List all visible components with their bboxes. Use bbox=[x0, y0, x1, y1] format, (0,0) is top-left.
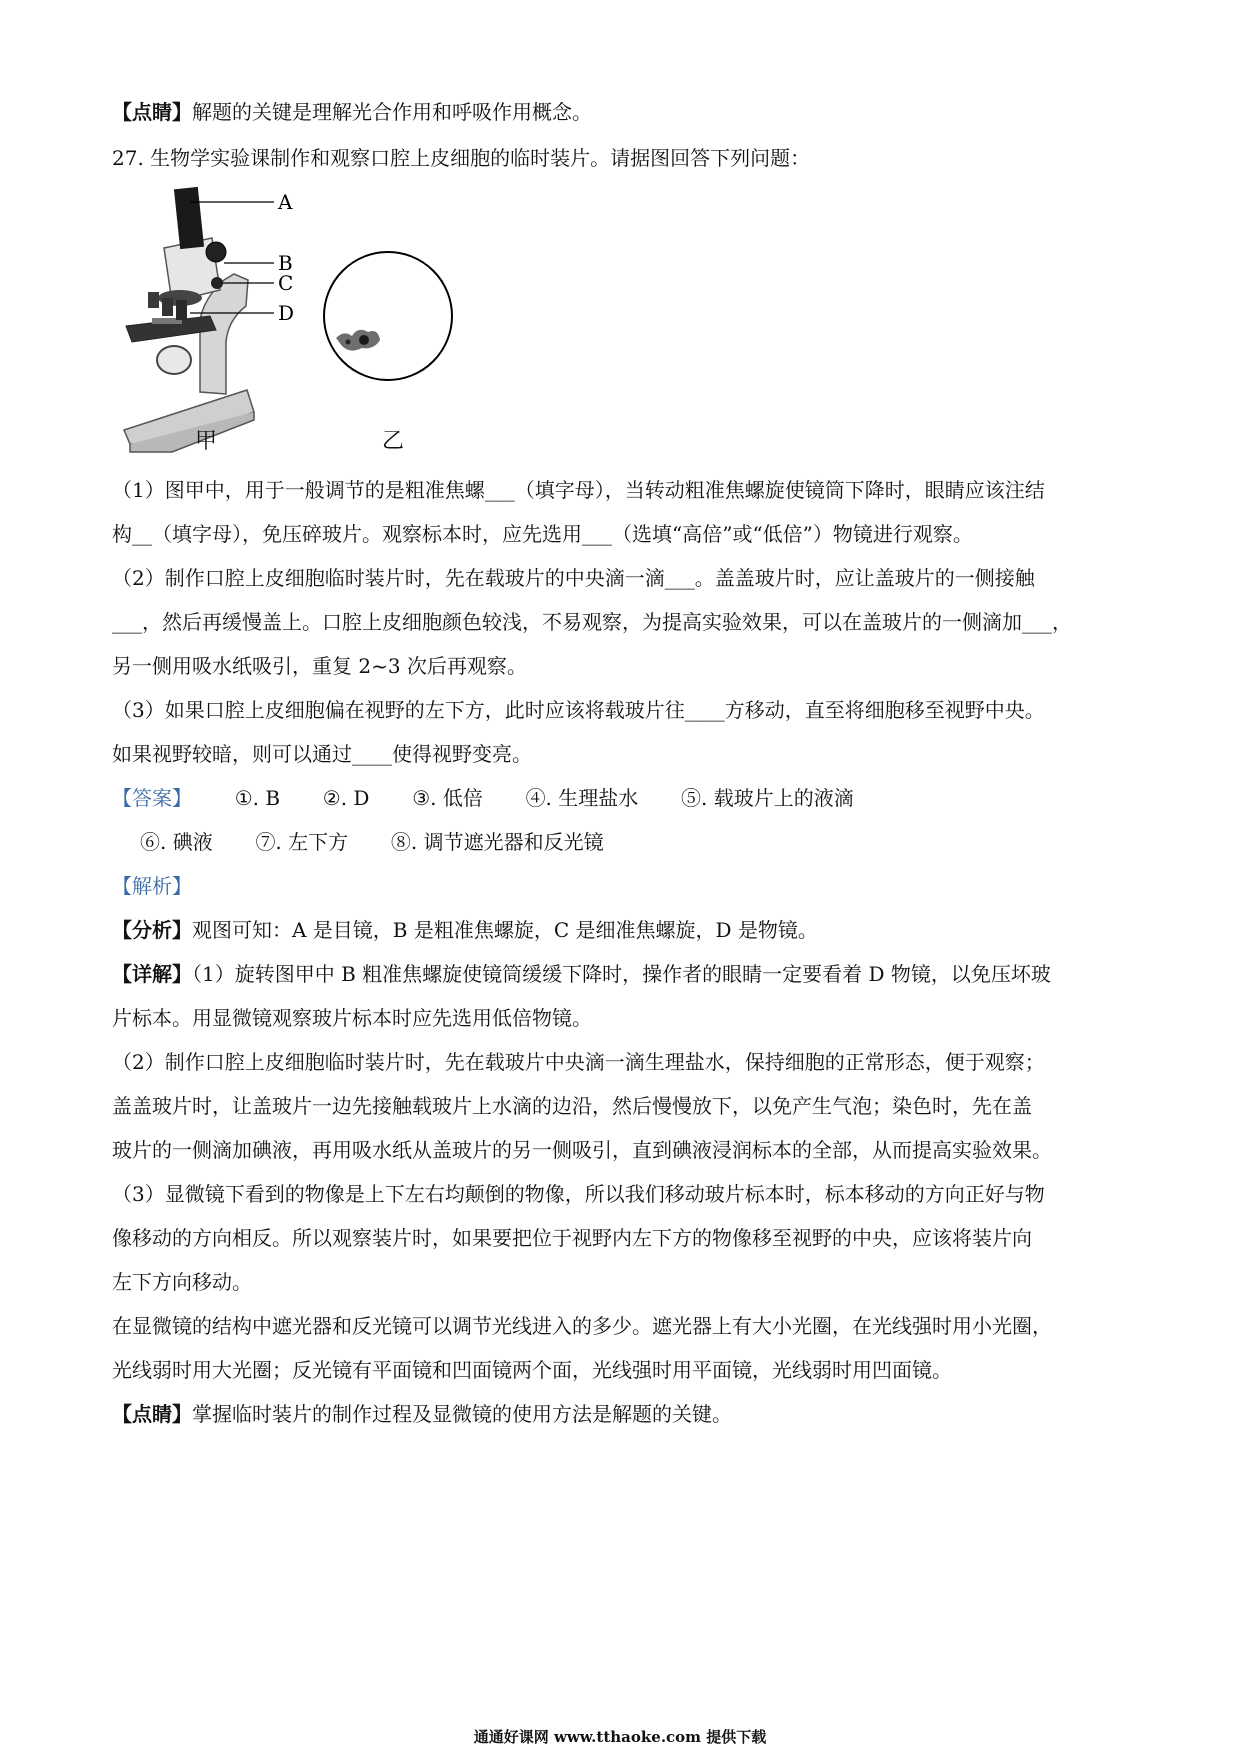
answer-item: ④. 生理盐水 bbox=[525, 786, 639, 810]
q3-line2: 如果视野较暗，则可以通过____使得视野变亮。 bbox=[112, 742, 532, 766]
xiangjie-line6: （3）显微镜下看到的物像是上下左右均颠倒的物像，所以我们移动玻片标本时，标本移动的方向正好与物 bbox=[112, 1182, 1045, 1206]
objective-lens bbox=[162, 298, 173, 316]
xiangjie-line8: 左下方向移动。 bbox=[112, 1270, 252, 1294]
answer-row-2 bbox=[140, 826, 604, 855]
xiangjie-line9: 在显微镜的结构中遮光器和反光镜可以调节光线进入的多少。遮光器上有大小光圈，在光线强时用小光圈， bbox=[112, 1314, 1052, 1338]
answer-tag: 【答案】 bbox=[112, 786, 192, 810]
dianjing-bottom-text: 掌握临时装片的制作过程及显微镜的使用方法是解题的关键。 bbox=[192, 1402, 732, 1426]
fine-focus-knob bbox=[211, 277, 223, 289]
xiangjie-line2: 片标本。用显微镜观察玻片标本时应先选用低倍物镜。 bbox=[112, 1006, 592, 1030]
coarse-focus-knob bbox=[206, 242, 226, 262]
xiangjie-line7: 像移动的方向相反。所以观察装片时，如果要把位于视野内左下方的物像移至视野的中央，应该将装片向 bbox=[112, 1226, 1032, 1250]
answer-row-1 bbox=[112, 782, 854, 811]
fenxi-text: 观图可知：A 是目镜，B 是粗准焦螺旋，C 是细准焦螺旋，D 是物镜。 bbox=[192, 918, 818, 942]
caption-yi: 乙 bbox=[382, 429, 405, 454]
answer-item: ⑦. 左下方 bbox=[255, 830, 349, 854]
fenxi-tag: 【分析】 bbox=[112, 918, 192, 942]
question-27-title: 27. 生物学实验课制作和观察口腔上皮细胞的临时装片。请据图回答下列问题： bbox=[112, 146, 811, 170]
xiangjie-line5: 玻片的一侧滴加碘液，再用吸水纸从盖玻片的另一侧吸引，直到碘液浸润标本的全部，从而提高实验效果。 bbox=[112, 1138, 1052, 1162]
xiangjie-line1 bbox=[112, 958, 1051, 987]
q1-line1: （1）图甲中，用于一般调节的是粗准焦螺___（填字母），当转动粗准焦螺旋使镜筒下降时，眼睛应该注结 bbox=[112, 478, 1045, 502]
answer-item: ③. 低倍 bbox=[412, 786, 483, 810]
caption-jia: 甲 bbox=[195, 429, 218, 454]
xiangjie-tag: 【详解】 bbox=[112, 962, 192, 986]
answer-item: ②. D bbox=[322, 786, 370, 810]
xiangjie-line3: （2）制作口腔上皮细胞临时装片时，先在载玻片中央滴一滴生理盐水，保持细胞的正常形态，便于观察； bbox=[112, 1050, 1045, 1074]
answer-item: ⑤. 载玻片上的液滴 bbox=[681, 786, 854, 810]
analysis-tag: 【解析】 bbox=[112, 874, 192, 898]
page-footer: 通通好课网 www.tthaoke.com 提供下载 bbox=[473, 1728, 767, 1746]
dianjing-top bbox=[112, 96, 592, 125]
answer-item: ⑧. 调节遮光器和反光镜 bbox=[390, 830, 604, 854]
fenxi-line bbox=[112, 914, 818, 943]
label-c: C bbox=[278, 271, 294, 295]
answer-item: ⑥. 碘液 bbox=[140, 830, 213, 854]
dianjing-top-tag: 【点睛】 bbox=[112, 100, 192, 124]
label-d: D bbox=[278, 301, 295, 325]
dianjing-bottom bbox=[112, 1398, 732, 1427]
field-of-view bbox=[324, 252, 452, 380]
q2-line3: 另一侧用吸水纸吸引，重复 2~3 次后再观察。 bbox=[112, 654, 527, 678]
microscope-figure bbox=[112, 180, 532, 470]
dianjing-bottom-tag: 【点睛】 bbox=[112, 1402, 192, 1426]
xiangjie-line4: 盖盖玻片时，让盖玻片一边先接触载玻片上水滴的边沿，然后慢慢放下，以免产生气泡；染色时，先在盖 bbox=[112, 1094, 1032, 1118]
xiangjie-line10: 光线弱时用大光圈；反光镜有平面镜和凹面镜两个面，光线强时用平面镜，光线弱时用凹面镜。 bbox=[112, 1358, 952, 1382]
q1-line2: 构__（填字母），免压碎玻片。观察标本时，应先选用___（选填“高倍”或“低倍”）物镜进行观察。 bbox=[112, 522, 973, 546]
dianjing-top-text: 解题的关键是理解光合作用和呼吸作用概念。 bbox=[192, 100, 592, 124]
label-a: A bbox=[278, 190, 293, 214]
q2-line2: ___，然后再缓慢盖上。口腔上皮细胞颜色较浅，不易观察，为提高实验效果，可以在盖玻片的一侧滴加___， bbox=[112, 610, 1072, 634]
q3-line1: （3）如果口腔上皮细胞偏在视野的左下方，此时应该将载玻片往____方移动，直至将细胞移至视野中央。 bbox=[112, 698, 1045, 722]
eyepiece bbox=[174, 187, 204, 249]
xiangjie-text: （1）旋转图甲中 B 粗准焦螺旋使镜筒缓缓下降时，操作者的眼睛一定要看着 D 物镜，以免压坏玻 bbox=[192, 962, 1051, 986]
label-b: B bbox=[278, 251, 293, 275]
q2-line1: （2）制作口腔上皮细胞临时装片时，先在载玻片的中央滴一滴___。盖盖玻片时，应让盖玻片的一侧接触 bbox=[112, 566, 1035, 590]
mirror bbox=[157, 346, 191, 374]
answer-item: ①. B bbox=[234, 786, 281, 810]
